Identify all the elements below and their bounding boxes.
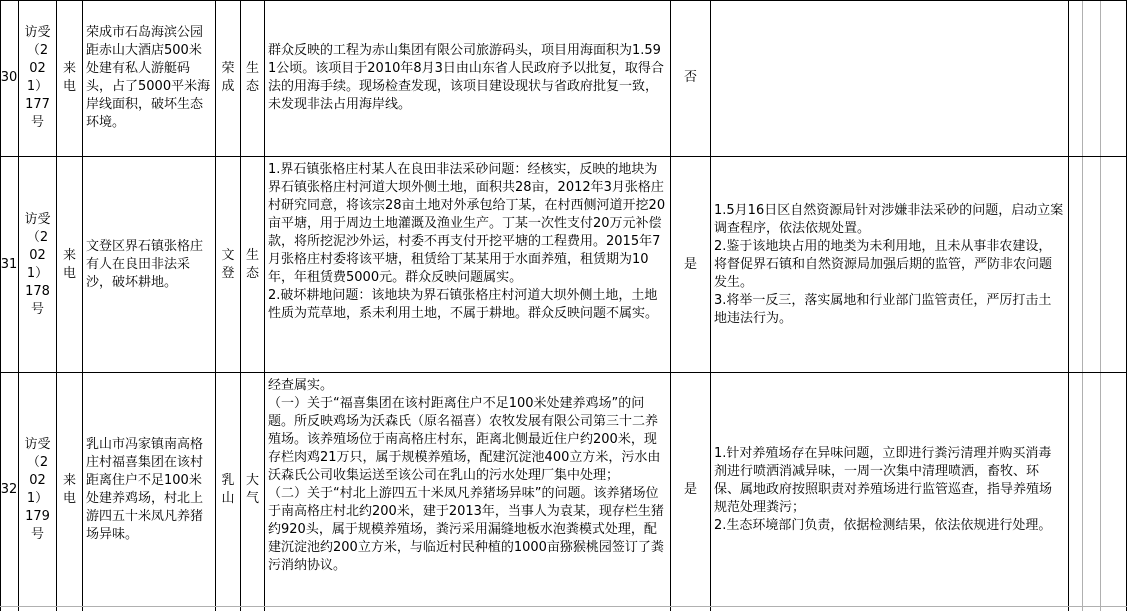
channel: 来电 [62, 472, 76, 506]
action-paragraph: 2.鉴于该地块占用的地类为未利用地，且未从事非农建设，将督促界石镇和自然资源局加强后期的监管，严防非农问题发生。 [714, 238, 1053, 290]
action-text [714, 202, 1064, 328]
finding-paragraph: 2.破坏耕地问题：该地块为界石镇张格庄村河道大坝外侧土地，土地性质为荒草地，系未利用土地，不属于耕地。群众反映问题不属实。 [268, 288, 659, 321]
source-id: 访受（2021）178号 [24, 211, 51, 317]
channel: 来电 [62, 247, 76, 281]
category: 生态 [245, 247, 259, 281]
source-id: 访受（2021）179号 [24, 436, 51, 542]
district: 文登 [221, 247, 235, 281]
action-paragraph: 1.5月16日区自然资源局针对涉嫌非法采砂的问题，启动立案调查程序，依法依规处置。 [714, 202, 1064, 236]
channel: 来电 [62, 61, 76, 94]
verdict: 是 [683, 481, 697, 497]
action-paragraph: 3.将举一反三，落实属地和行业部门监管责任，严厉打击土地违法行为。 [714, 292, 1052, 326]
finding-paragraph: 经查属实。 [268, 378, 334, 393]
district: 乳山 [221, 472, 235, 506]
category: 大气 [245, 472, 259, 506]
action-paragraph: 1.针对养殖场存在异味问题，立即进行粪污清理并购买消毒剂进行喷洒消减异味，一周一次集中清理喷洒，畜牧、环保、属地政府按照职责对养殖场进行监管巡查，指导养殖场规范处理粪污； [714, 445, 1053, 515]
row-number: 30 [0, 70, 18, 85]
finding-paragraph: 1.界石镇张格庄村某人在良田非法采砂问题：经核实，反映的地块为界石镇张格庄村河道大坝外侧土地，面积共28亩，2012年3月张格庄村研究同意，将该宗28亩土地对外承包给丁某，在村西侧河道开挖20亩平塘，用于周边土地灌溉及渔业生产。丁某一次性支付20万元补偿款，将所挖泥沙外运，村委不再支付开挖平塘的工程费用。2015年7月张格庄村委将该平塘，租赁给丁某某用于水面养殖，租赁期为10年，年租赁费5000元。群众反映问题属实。 [268, 162, 666, 285]
action-paragraph: 2.生态环境部门负责，依据检测结果，依法依规进行处理。 [714, 517, 1052, 533]
complaint-content: 文登区界石镇张格庄有人在良田非法采沙，破坏耕地。 [86, 238, 204, 290]
complaint-content: 荣成市石岛海滨公园距赤山大酒店500米处建有私人游艇码头，占了5000平米海岸线面积，破坏生态环境。 [86, 25, 211, 130]
action-text [714, 0, 1064, 156]
row-number: 31 [0, 256, 18, 272]
source-id: 访受（2021）177号 [24, 25, 51, 130]
finding-text: 群众反映的工程为赤山集团有限公司旅游码头，项目用海面积为1.591公顷。该项目于2010年8月3日由山东省人民政府予以批复，取得合法的用海手续。现场检查发现，该项目建设现状与省政府批复一致，未发现非法占用海岸线。 [268, 43, 664, 112]
complaint-content: 乳山市冯家镇南高格庄村福喜集团在该村距离住户不足100米处建养鸡场，村北上游四五十米凤凡养猪场异味。 [86, 436, 204, 542]
verdict: 是 [683, 256, 697, 272]
finding-text [268, 161, 668, 371]
action-text [714, 445, 1064, 535]
finding-text [268, 377, 668, 606]
finding-paragraph: （二）关于“村北上游四五十米凤凡养猪场异味”的问题。该养猪场位于南高格庄村北约200米，建于2013年，当事人为袁某，现存栏生猪约920头，属于规模养殖场，粪污采用漏缝地板水泡粪模式处理，配建沉淀池约200立方米，与临近村民种植的1000亩猕猴桃园签订了粪污消纳协议。 [268, 486, 664, 573]
finding-paragraph: （一）关于“福喜集团在该村距离住户不足100米处建养鸡场”的问题。所反映鸡场为沃森氏（原名福喜）农牧发展有限公司第三十二养殖场。该养殖场位于南高格庄村东，距离北侧最近住户约200米，现存栏肉鸡21万只，属于规模养殖场，配建沉淀池400立方米，污水由沃森氏公司收集运送至该公司在乳山的污水处理厂集中处理； [268, 396, 661, 483]
district: 荣成 [221, 61, 235, 94]
verdict: 否 [683, 70, 697, 85]
category: 生态 [245, 61, 259, 94]
row-number: 32 [0, 481, 18, 497]
